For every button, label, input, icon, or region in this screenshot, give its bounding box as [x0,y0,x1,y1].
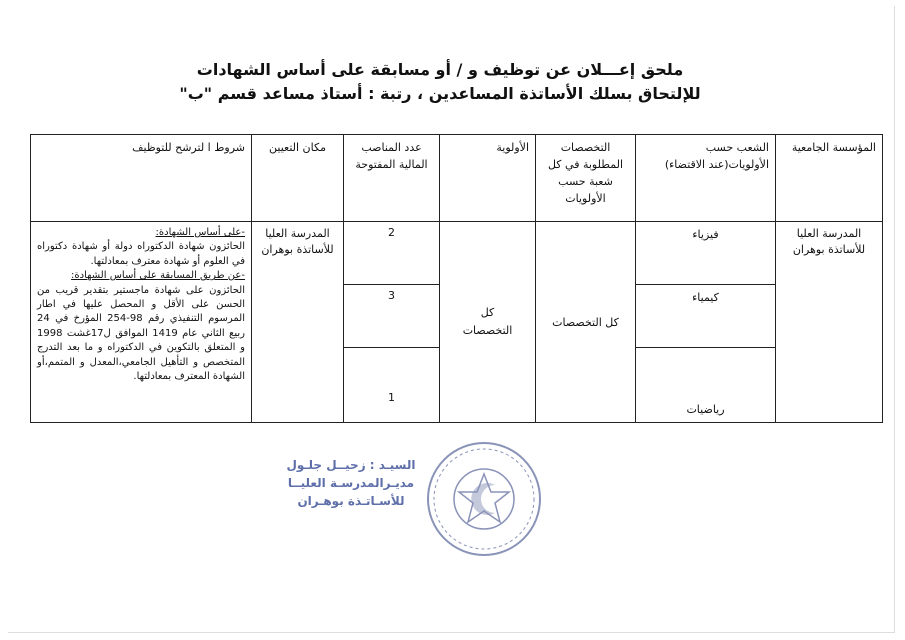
cell-posts [344,222,440,423]
branch-item [636,285,775,348]
stamp-line-3: للأسـاتـذة بوهـران [297,494,405,508]
header-conditions: شروط ا لترشح للتوظيف [31,135,252,222]
header-posts: عدد المناصب المالية المفتوحة [344,135,440,222]
posts-count: 3 [388,289,395,302]
header-specialties: التخصصات المطلوبة في كل شعبة حسب الأولويات [536,135,636,222]
posts-count: 1 [388,391,395,404]
document-title-line-2: للإلتحاق بسلك الأساتذة المساعدين ، رتبة : أستاذ مساعد قسم "ب" [179,84,701,103]
specialties-value: كل التخصصات [552,315,619,329]
posts-item [344,285,439,348]
header-branches: الشعب حسب الأولويات(عند الاقتضاء) [636,135,776,222]
cell-institution [776,222,883,423]
cell-conditions [31,222,252,423]
conditions-text [31,222,251,388]
cell-location [252,222,344,423]
branch-item [636,348,775,422]
stamp-line-1: السيـد : زحيــل جلـول [286,458,416,472]
positions-table [30,134,883,423]
stamp-line-2: مديـرالمدرسـة العليــا [287,476,415,490]
institution-name: المدرسة العليا للأساتذة بوهران [792,227,866,256]
official-seal-icon [425,440,543,558]
branch-label: رياضيات [686,403,725,416]
posts-item [344,222,439,285]
priority-value: كل التخصصات [462,306,513,337]
document-title-line-1: ملحق إعـــلان عن توظيف و / أو مسابقة على أساس الشهادات [196,60,684,79]
director-stamp [276,456,426,510]
cell-specialties [536,222,636,423]
header-institution: المؤسسة الجامعية [776,135,883,222]
table-header-row [31,135,883,222]
header-priority: الأولوية [440,135,536,222]
table-body-row [31,222,883,423]
location-value: المدرسة العليا للأساتذة بوهران [261,227,334,256]
branch-item [636,222,775,285]
cell-priority [440,222,536,423]
condition-body-1: الحائزون شهادة الدكتوراه دولة أو شهادة دكتوراه في العلوم أو شهادة معترف بمعادلتها. [37,241,245,267]
posts-item [344,348,439,422]
cell-branches [636,222,776,423]
condition-heading-2: -عن طريق المسابقة على أساس الشهادة: [71,270,245,282]
posts-count: 2 [388,226,395,239]
condition-heading-1: -على أساس الشهادة: [155,227,245,238]
condition-body-2: الحائزون على شهادة ماجستير بتقدير قريب من الحسن على الأقل و المحصل عليها في اطار المرسوم التنفيذي رقم 98-254 المؤرخ في 24 ربيع الثاني عام 1419 الموافق ل17غشت 1998 و المتعلق بالتكوين في الدكتوراه و ما بعد التدرج المتخصص و التأهيل الجامعي،المعدل و المتمم،أو الشهادة المعترف بمعادلتها. [37,284,246,383]
branch-label: فيزياء [692,228,719,241]
header-location: مكان التعيين [252,135,344,222]
branch-label: كيمياء [692,291,719,304]
